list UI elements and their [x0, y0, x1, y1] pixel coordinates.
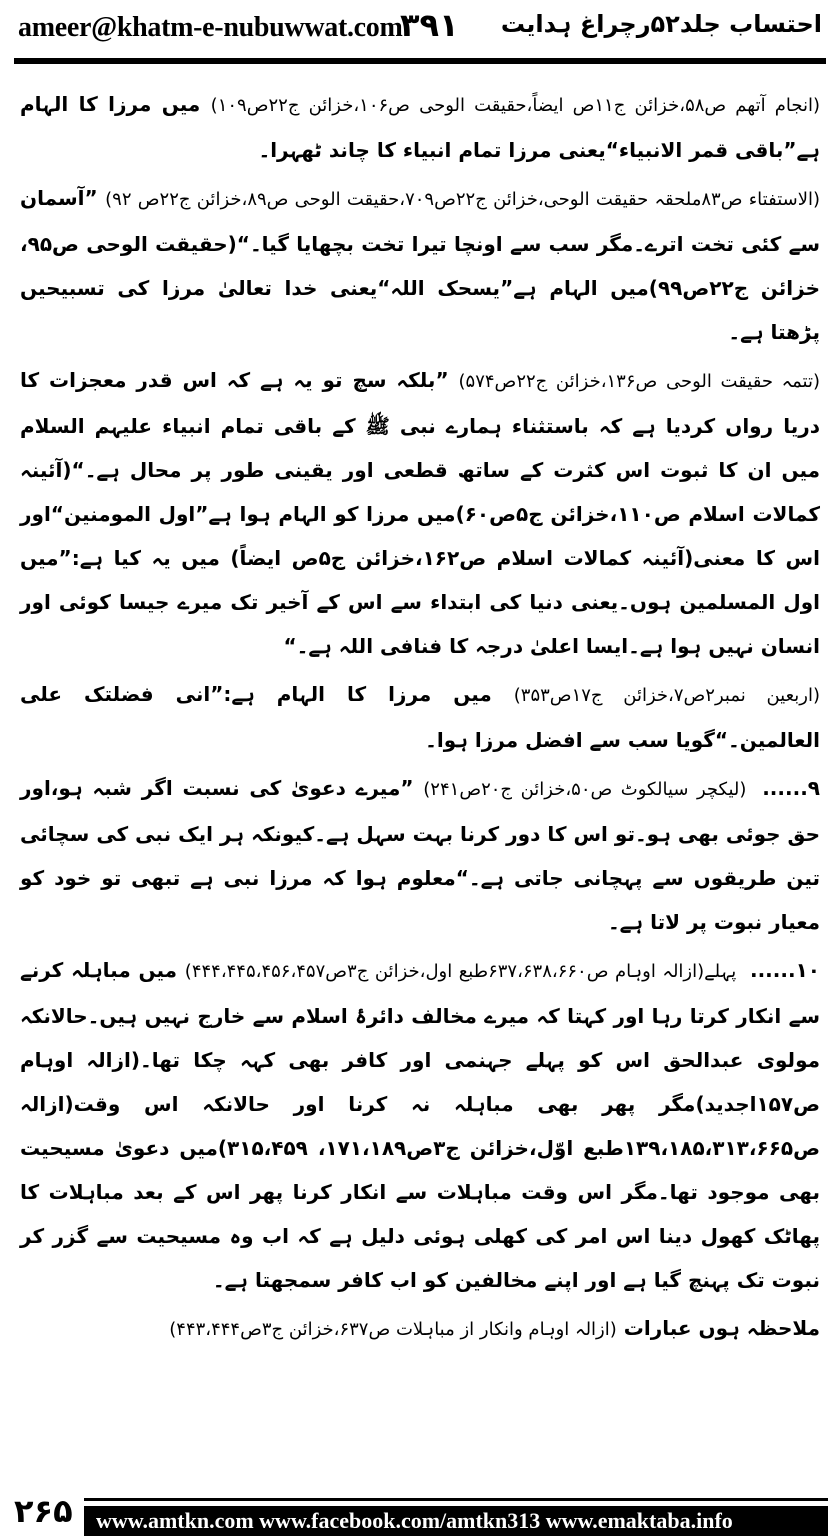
footer-page-number: ۲۶۵ [14, 1492, 73, 1530]
reference: (لیکچر سیالکوٹ ص۵۰،خزائن ج۲۰ص۲۴۱) [423, 779, 747, 800]
paragraph-text: ”بلکہ سچ تو یہ ہے کہ اس قدر معجزات کا دریا رواں کردیا ہے کہ باستثناء ہمارے نبی ﷺ کے باقی تمام انبیاء علیہم السلام میں ان کا ثبوت اس کثرت کے ساتھ قطعی اور یقینی طور پر محال ہے۔“(آئینہ کمالات اسلام ص۱۱۰،خزائن ج۵ص۶۰)میں مرزا کو الہام ہوا ہے”اول المومنین“اور اس کا معنی(آئینہ کمالات اسلام ص۱۶۲،خزائن ج۵ص ایضاً) میں یہ کیا ہے:”میں اول المسلمین ہوں۔یعنی دنیا کی ابتداء سے اس کے آخیر تک میرے جیسا کوئی اور انسان نہیں ہوا ہے۔ایسا اعلیٰ درجہ کا فنافی اللہ ہے۔“ [20, 368, 820, 658]
page-body [20, 82, 820, 1356]
paragraph-3 [20, 358, 820, 668]
paragraph-text: میں مباہلہ کرنے سے انکار کرتا رہا اور کہتا کہ میرے مخالف دائرۂ اسلام سے خارج نہیں ہیں۔حالانکہ مولوی عبدالحق اس کو پہلے جہنمی اور کافر بھی کہہ چکا تھا۔(ازالہ اوہام ص۱۵۷اجدید)مگر پھر بھی مباہلہ نہ کرنا اور حالانکہ اس وقت(ازالہ ص۱۳۹،۱۸۵،۳۱۳،۶۶۵طبع اوّل،خزائن ج۳ص۱۷۱،۱۸۹، ۳۱۵،۴۵۹)میں دعویٰ مسیحیت بھی موجود تھا۔مگر اس وقت مباہلات سے انکار کرنا پھر اس کے بعد مباہلات کا پھاٹک کھول دینا اس امر کی کھلی ہوئی دلیل ہے کہ اب وہ مسیحیت سے گزر کر نبوت تک پہنچ گیا ہے اور اپنے مخالفین کو اب کافر سمجھتا ہے۔ [20, 958, 821, 1292]
paragraph-text: میں مرزا کا الہام ہے:”انی فضلتک علی العالمین۔“گویا سب سے افضل مرزا ہوا۔ [20, 682, 820, 752]
paragraph-text: ”میرے دعویٰ کی نسبت اگر شبہ ہو،اور حق جوئی بھی ہو۔تو اس کا دور کرنا بہت سہل ہے۔کیونکہ ہر ایک نبی کی سچائی تین طریقوں سے پہچانی جاتی ہے۔“معلوم ہوا کہ مرزا نبی ہے تبھی تو خود کو معیار نبوت پر لاتا ہے۔ [20, 776, 820, 934]
paragraph-5 [20, 766, 820, 944]
header-title: احتساب جلد۵۲رچراغ ہدایت [500, 10, 822, 38]
paragraph-6 [20, 948, 820, 1302]
item-number: ۱۰...... [749, 958, 820, 982]
reference: پہلے(ازالہ اوہام ص۶۳۷،۶۳۸،۶۶۰طبع اول،خزائن ج۳ص۴۴۴،۴۴۵،۴۵۶،۴۵۷) [184, 961, 737, 982]
header-page-number: ۳۹۱ [400, 6, 459, 44]
paragraph-7 [20, 1306, 820, 1352]
footer-urls: www.amtkn.com www.facebook.com/amtkn313 www.emaktaba.info [96, 1508, 733, 1533]
paragraph-text: ملاحظہ ہوں عبارات [623, 1316, 820, 1340]
page-footer [0, 1488, 840, 1540]
reference: (الاستفتاء ص۸۳ملحقہ حقیقت الوحی،خزائن ج۲۲ص۷۰۹،حقیقت الوحی ص۸۹،خزائن ج۲۲ص ۹۲) [105, 189, 821, 210]
reference: (ازالہ اوہام وانکار از مباہلات ص۶۳۷،خزائن ج۳ص۴۴۳،۴۴۴) [169, 1319, 617, 1340]
paragraph-text: ”آسمان سے کئی تخت اترے۔مگر سب سے اونچا تیرا تخت بچھایا گیا۔“(حقیقت الوحی ص۹۵، خزائن ج۲۲ص۹۹)میں الہام ہے”یسحک اللہ“یعنی خدا تعالیٰ مرزا کی تسبیحیں پڑھتا ہے۔ [20, 186, 820, 344]
header-rule [14, 58, 826, 64]
reference: (تتمہ حقیقت الوحی ص۱۳۶،خزائن ج۲۲ص۵۷۴) [458, 371, 821, 392]
reference: (انجام آتھم ص۵۸،خزائن ج۱۱ص ایضاً،حقیقت الوحی ص۱۰۶،خزائن ج۲۲ص۱۰۹) [210, 95, 821, 116]
paragraph-2 [20, 176, 820, 354]
paragraph-4 [20, 672, 820, 762]
header-email: ameer@khatm-e-nubuwwat.com [18, 12, 403, 43]
page-header [18, 0, 822, 52]
paragraph-text: میں مرزا کا الہام ہے”باقی قمر الانبیاء“یعنی مرزا تمام انبیاء کا چاند ٹھہرا۔ [20, 92, 820, 162]
item-number: ۹...... [762, 776, 821, 800]
footer-rule [84, 1498, 828, 1501]
reference: (اربعین نمبر۲ص۷،خزائن ج۱۷ص۳۵۳) [513, 685, 821, 706]
paragraph-1 [20, 82, 820, 172]
